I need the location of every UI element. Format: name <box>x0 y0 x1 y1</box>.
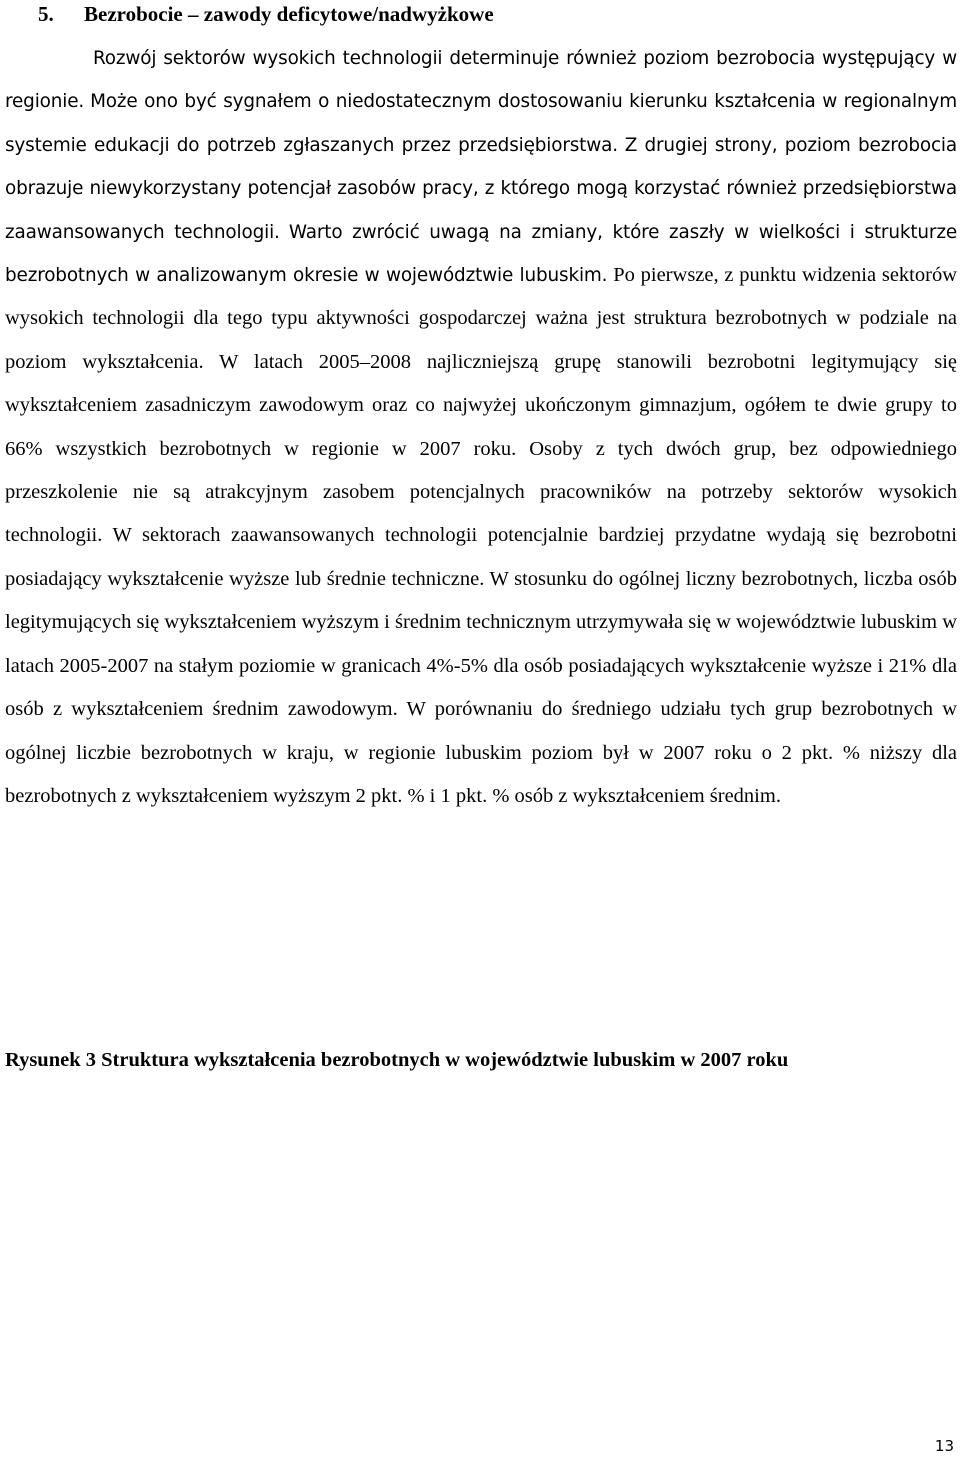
section-heading <box>32 1 494 27</box>
paragraph-sentence-3: Z drugiej strony, poziom bezrobocia obrazuje niewykorzystany potencjał zasobów pracy, z którego mogą korzystać również przedsiębiorstwa zaawansowanych technologii. <box>5 134 957 243</box>
paragraph-rest: W latach 2005–2008 najliczniejszą grupę stanowili bezrobotni legitymujący się wykształceniem zasadniczym zawodowym oraz co najwyżej ukończonym gimnazjum, ogółem te dwie grupy to 66% wszystkich bezrobotnych w regionie w 2007 roku. Osoby z tych dwóch grup, bez odpowiedniego przeszkolenie nie są atrakcyjnym zasobem potencjalnych pracowników na potrzeby sektorów wysokich technologii. W sektorach zaawansowanych technologii potencjalnie bardziej przydatne wydają się bezrobotni posiadający wykształcenie wyższe lub średnie techniczne. W stosunku do ogólnej liczny bezrobotnych, liczba osób legitymujących się wykształceniem wyższym i średnim technicznym utrzymywała się w województwie lubuskim w latach 2005-2007 na stałym poziomie w granicach 4%-5% dla osób posiadających wykształcenie wyższe i 21% dla osób z wykształceniem średnim zawodowym. W porównaniu do średniego udziału tych grup bezrobotnych w ogólnej liczbie bezrobotnych w kraju, w regionie lubuskim poziom był w 2007 roku o 2 pkt. % niższy dla bezrobotnych z wykształceniem wyższym 2 pkt. % i 1 pkt. % osób z wykształceniem średnim. <box>5 350 957 807</box>
body-paragraph <box>5 37 957 818</box>
paragraph-sentence-5: Po pierwsze, z punktu widzenia sektorów wysokich technologii dla tego typu aktywności gospodarczej ważna jest struktura bezrobotnych w podziale na poziom wykształcenia. <box>5 264 958 373</box>
section-title: Bezrobocie – zawody deficytowe/nadwyżkowe <box>84 2 494 26</box>
figure-caption: Rysunek 3 Struktura wykształcenia bezrobotnych w województwie lubuskim w 2007 roku <box>5 1049 789 1071</box>
paragraph-sentence-2: Może ono być sygnałem o niedostatecznym dostosowaniu kierunku kształcenia w regionalnym systemie edukacji do potrzeb zgłaszanych przez przedsiębiorstwa. <box>5 91 958 156</box>
section-number: 5. <box>38 2 54 26</box>
paragraph-sentence-4: Warto zwrócić uwagą na zmiany, które zaszły w wielkości i strukturze bezrobotnych w analizowanym okresie w województwie lubuskim. <box>5 221 957 287</box>
paragraph-sentence-1: Rozwój sektorów wysokich technologii determinuje również poziom bezrobocia występujący w regionie. <box>5 48 957 113</box>
page-number: 13 <box>934 1437 954 1455</box>
